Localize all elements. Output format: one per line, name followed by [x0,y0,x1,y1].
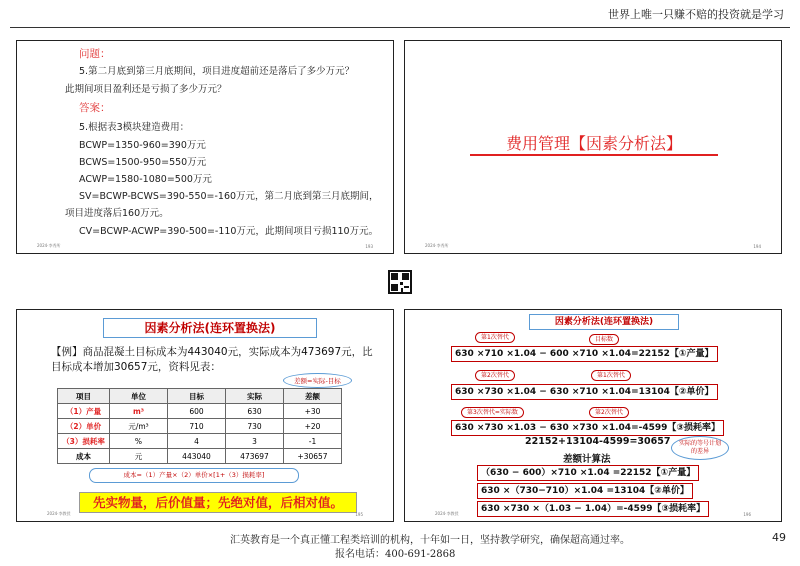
table-header: 实际 [226,389,284,404]
slide-footer-author: 2024·李秀所 [425,243,449,248]
header-slogan: 世界上唯一只赚不赔的投资就是学习 [608,8,784,21]
slide-footer-author: 2024·李秀所 [37,243,61,248]
substitution-line-1: 630 ×710 ×1.04 − 600 ×710 ×1.04=22152【①产量】 [451,346,718,362]
table-cell: 443040 [168,449,226,464]
footer-phone: 报名电话：400-691-2868 [335,549,456,560]
slide-title: 因素分析法(连环置换法) [529,314,679,330]
question-line-1: 5.第二月底到第三月底期间，项目进度超前还是落后了多少万元？ [79,66,355,77]
answer-sv: SV=BCWP-BCWS=390-550=-160万元，第二月底到第三月底期间， [79,191,379,202]
diff-line-3: 630 ×730 ×（1.03 − 1.04）=-4599【③损耗率】 [477,501,709,517]
table-cell: 成本 [58,449,110,464]
sum-result: 22152+13104-4599=30657 [525,436,671,447]
answer-title: 答案： [79,102,111,114]
tag-first-substitution: 第1次替代 [475,332,515,343]
answer-acwp: ACWP=1580-1080=500万元 [79,174,212,185]
answer-cv: CV=BCWP-ACWP=390-500=-110万元，此期间项目亏损110万元。 [79,226,379,237]
table-cell: （2）单价 [58,419,110,434]
table-row [58,419,342,434]
table-cell: % [110,434,168,449]
tag-first-substitution-b: 第1次替代 [591,370,631,381]
answer-line-1: 5.根据表3模块建造费用： [79,122,190,133]
substitution-line-2: 630 ×730 ×1.04 − 630 ×710 ×1.04=13104【②单价】 [451,384,718,400]
difference-note: 差额=实际-目标 [283,373,352,388]
tag-second-substitution-b: 第2次替代 [589,407,629,418]
slide-page-number: 195 [355,512,363,517]
diff-line-1: （630 − 600）×710 ×1.04 =22152【①产量】 [477,465,699,481]
table-row [58,404,342,419]
table-row [58,449,342,464]
tag-target: 目标数 [589,334,619,345]
data-table [57,388,342,464]
example-text: 【例】商品混凝土目标成本为443040元，实际成本为473697元，比目标成本增加30657元，资料见表： [51,346,373,373]
slide-title: 因素分析法(连环置换法) [103,318,317,338]
table-cell: 630 [226,404,284,419]
tag-second-substitution: 第2次替代 [475,370,515,381]
table-header: 项目 [58,389,110,404]
qr-code-icon [388,270,412,294]
diff-line-2: 630 ×（730−710）×1.04 =13104【②单价】 [477,483,693,499]
table-cell: 710 [168,419,226,434]
table-cell: 473697 [226,449,284,464]
table-cell: 4 [168,434,226,449]
answer-bcws: BCWS=1500-950=550万元 [79,157,207,168]
slide-195 [16,309,394,522]
question-title: 问题： [79,48,111,60]
table-cell: （3）损耗率 [58,434,110,449]
cost-formula: 成本=（1）产量×（2）单价×[1+（3）损耗率] [89,468,299,483]
substitution-line-3: 630 ×730 ×1.03 − 630 ×730 ×1.04=-4599【③损耗率】 [451,420,724,436]
page-number: 49 [772,531,786,544]
annotation-cloud: 实际的等号计划的差异 [671,436,729,460]
table-header: 目标 [168,389,226,404]
table-cell: +30657 [284,449,342,464]
slide-page-number: 196 [743,512,751,517]
slide-page-number: 193 [365,244,373,249]
table-cell: 元/m³ [110,419,168,434]
conclusion-banner: 先实物量，后价值量；先绝对值，后相对值。 [79,492,357,513]
table-row [58,434,342,449]
answer-bcwp: BCWP=1350-960=390万元 [79,140,206,151]
table-cell: -1 [284,434,342,449]
table-cell: 730 [226,419,284,434]
slide-footer-author: 2024·李教授 [47,511,71,516]
slide-194 [404,40,782,254]
diff-method-title: 差额计算法 [563,454,611,465]
slide-page-number: 194 [753,244,761,249]
slide-193 [16,40,394,254]
table-cell: 600 [168,404,226,419]
tag-third-substitution: 第3次替代=实际数 [461,407,524,418]
table-cell: 元 [110,449,168,464]
table-cell: +30 [284,404,342,419]
footer-slogan: 汇英教育是一个真正懂工程类培训的机构，十年如一日，坚持教学研究，确保超高通过率。 [230,535,630,546]
table-cell: m³ [110,404,168,419]
table-cell: （1）产量 [58,404,110,419]
table-header: 差额 [284,389,342,404]
header-divider [10,27,790,28]
answer-sv-result: 项目进度落后160万元。 [65,208,169,219]
slide-title: 费用管理【因素分析法】 [505,134,682,153]
slide-footer-author: 2024·李教授 [435,511,459,516]
table-cell: 3 [226,434,284,449]
question-line-2: 此期间项目盈利还是亏损了多少万元？ [65,84,227,95]
table-cell: +20 [284,419,342,434]
slide-196 [404,309,782,522]
table-header: 单位 [110,389,168,404]
title-underline [470,154,718,156]
